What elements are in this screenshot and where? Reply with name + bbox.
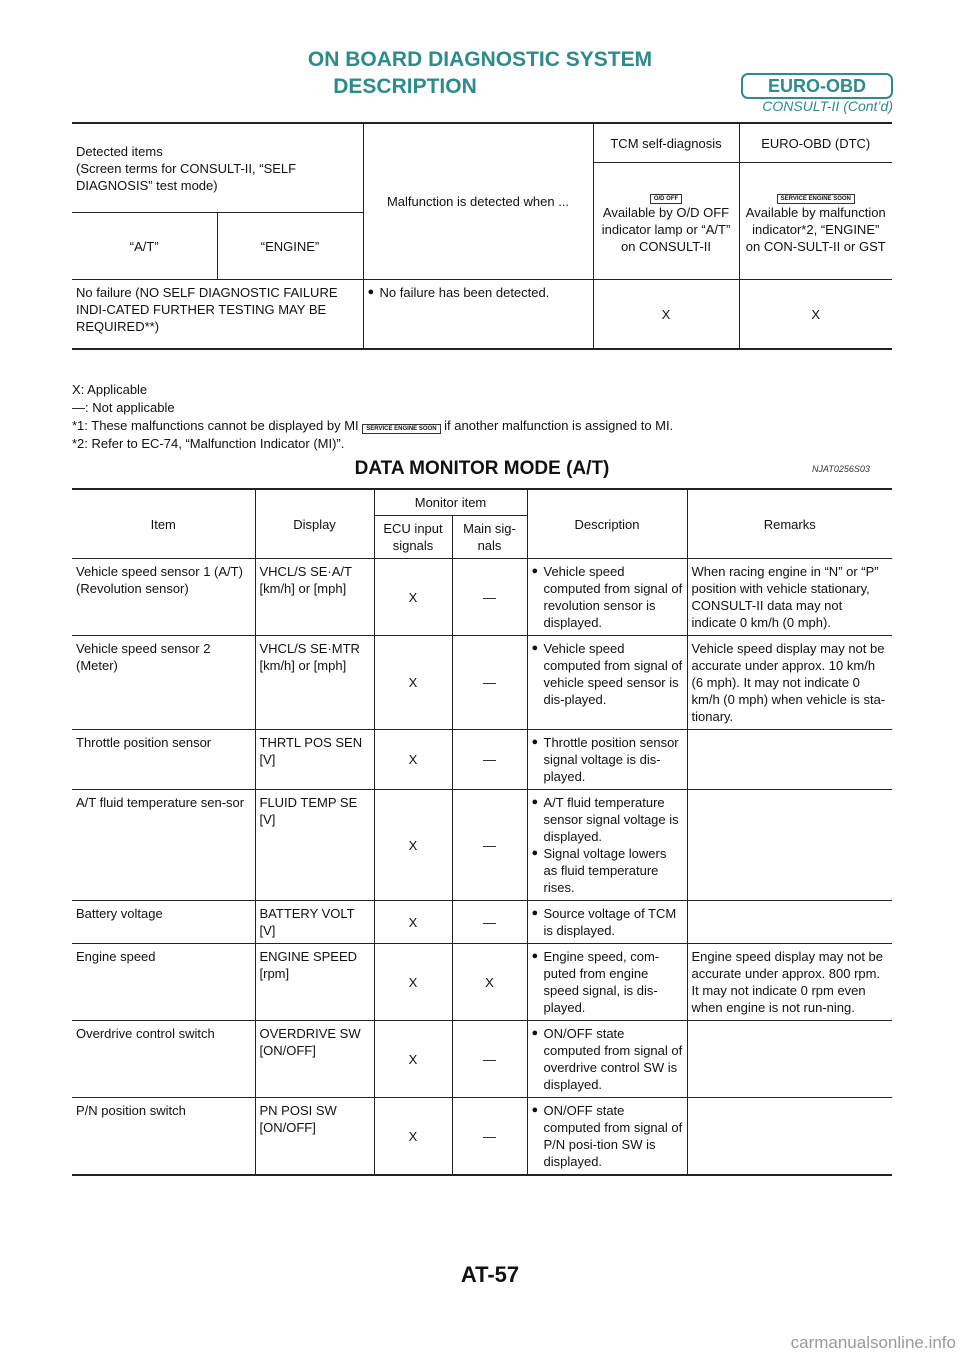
description-text: Source voltage of TCM is displayed. <box>543 906 677 938</box>
tcm-availability-text: Available by O/D OFF indicator lamp or “A/T” on CONSULT-II <box>601 205 731 254</box>
row-remarks <box>687 1021 892 1098</box>
row-remarks <box>687 730 892 790</box>
header-remarks: Remarks <box>687 489 892 559</box>
row-item: Vehicle speed sensor 2 (Meter) <box>76 641 211 673</box>
service-engine-soon-icon: SERVICE ENGINE SOON <box>362 424 440 434</box>
row-display: VHCL/S SE·MTR [km/h] or [mph] <box>255 636 374 730</box>
table-row <box>72 636 892 730</box>
description-bullet <box>532 794 683 845</box>
bullet-icon: ● <box>531 1027 539 1039</box>
header-title-line1: ON BOARD DIAGNOSTIC SYSTEM <box>307 48 653 71</box>
row-description <box>527 944 687 1021</box>
row-display: FLUID TEMP SE [V] <box>255 790 374 901</box>
description-text: Vehicle speed computed from signal of revolution sensor is displayed. <box>543 564 683 630</box>
description-bullet <box>532 1025 683 1093</box>
bullet-icon: ● <box>531 736 539 748</box>
bullet-icon: ● <box>367 286 375 298</box>
row-description <box>527 901 687 944</box>
od-off-indicator-icon: O/D OFF <box>650 194 682 204</box>
no-failure-condition-text: No failure has been detected. <box>379 285 550 300</box>
row-main-signal: — <box>452 1021 527 1098</box>
section-code: NJAT0256S03 <box>812 464 870 474</box>
tcm-self-diagnosis-header: TCM self-diagnosis <box>593 123 739 163</box>
no-failure-tcm: X <box>593 280 739 350</box>
no-failure-euro: X <box>739 280 892 350</box>
note-applicable: X: Applicable <box>72 382 148 397</box>
row-ecu-input: X <box>374 730 452 790</box>
detected-items-label: Detected items <box>76 143 163 159</box>
row-remarks: Engine speed display may not be accurate under approx. 800 rpm. It may not indicate 0 rpm even when engine is not run-ning. <box>687 944 892 1021</box>
bullet-icon: ● <box>531 950 539 962</box>
description-text: Engine speed, com-puted from engine speed signal, is dis-played. <box>543 949 660 1015</box>
row-description <box>527 636 687 730</box>
row-display: BATTERY VOLT [V] <box>255 901 374 944</box>
header-title-line2: DESCRIPTION <box>333 75 477 98</box>
row-main-signal: — <box>452 901 527 944</box>
row-ecu-input: X <box>374 1021 452 1098</box>
row-remarks <box>687 1098 892 1176</box>
header-display: Display <box>255 489 374 559</box>
euro-obd-badge: EURO-OBD <box>741 73 893 99</box>
description-text: ON/OFF state computed from signal of P/N posi-tion SW is displayed. <box>543 1103 683 1169</box>
detected-items-header <box>72 123 363 213</box>
row-remarks <box>687 790 892 901</box>
bullet-icon: ● <box>531 907 539 919</box>
table-row <box>72 730 892 790</box>
table-row <box>72 901 892 944</box>
table-row <box>72 559 892 636</box>
row-ecu-input: X <box>374 790 452 901</box>
data-monitor-rows <box>72 559 892 1176</box>
watermark: carmanualsonline.info <box>790 1333 956 1352</box>
row-ecu-input: X <box>374 1098 452 1176</box>
row-display: PN POSI SW [ON/OFF] <box>255 1098 374 1176</box>
row-item: Vehicle speed sensor 1 (A/T) (Revolution sensor) <box>76 564 243 596</box>
row-display: ENGINE SPEED [rpm] <box>255 944 374 1021</box>
description-bullet <box>532 734 683 785</box>
row-remarks <box>687 901 892 944</box>
description-text: ON/OFF state computed from signal of overdrive control SW is displayed. <box>543 1026 683 1092</box>
bullet-icon: ● <box>531 1104 539 1116</box>
no-failure-item: No failure (NO SELF DIAGNOSTIC FAILURE INDI-CATED FURTHER TESTING MAY BE REQUIRED**) <box>76 285 338 334</box>
table-row <box>72 944 892 1021</box>
description-text: A/T fluid temperature sensor signal voltage is displayed. <box>543 795 679 844</box>
description-bullet <box>532 948 683 1016</box>
description-text: Signal voltage lowers as fluid temperature rises. <box>543 846 667 895</box>
at-label: “A/T” <box>72 213 217 280</box>
data-monitor-table <box>72 488 892 1176</box>
row-display: OVERDRIVE SW [ON/OFF] <box>255 1021 374 1098</box>
description-text: Vehicle speed computed from signal of vehicle speed sensor is dis-played. <box>543 641 683 707</box>
euro-availability <box>739 163 892 280</box>
row-remarks: When racing engine in “N” or “P” position with vehicle stationary, CONSULT-II data may not indicate 0 km/h (0 mph). <box>687 559 892 636</box>
row-ecu-input: X <box>374 559 452 636</box>
description-bullet <box>532 845 683 896</box>
header-main-signals: Main sig-nals <box>452 516 527 559</box>
description-bullet <box>532 640 683 708</box>
header-monitor-item: Monitor item <box>374 489 527 516</box>
description-text: Throttle position sensor signal voltage is dis-played. <box>543 735 679 784</box>
row-ecu-input: X <box>374 901 452 944</box>
row-item: Overdrive control switch <box>76 1026 215 1041</box>
bullet-icon: ● <box>531 565 539 577</box>
note-mi-text-b: if another malfunction is assigned to MI. <box>444 418 674 433</box>
engine-label: “ENGINE” <box>217 213 363 280</box>
header-item: Item <box>150 516 176 532</box>
description-bullet <box>532 905 683 939</box>
row-display: THRTL POS SEN [V] <box>255 730 374 790</box>
row-ecu-input: X <box>374 944 452 1021</box>
row-item: Battery voltage <box>76 906 163 921</box>
row-main-signal: — <box>452 559 527 636</box>
row-main-signal: — <box>452 730 527 790</box>
row-description <box>527 790 687 901</box>
self-diagnosis-table <box>72 122 892 350</box>
bullet-icon: ● <box>531 847 539 859</box>
note-mi-text-a: *1: These malfunctions cannot be displayed by MI <box>72 418 359 433</box>
table-row <box>72 1098 892 1176</box>
row-description <box>527 730 687 790</box>
row-item: Throttle position sensor <box>76 735 212 750</box>
service-engine-soon-icon: SERVICE ENGINE SOON <box>777 194 855 204</box>
tcm-availability <box>593 163 739 280</box>
note-refer: *2: Refer to EC-74, “Malfunction Indicator (MI)”. <box>72 436 345 451</box>
row-display: VHCL/S SE·A/T [km/h] or [mph] <box>255 559 374 636</box>
header-description: Description <box>527 489 687 559</box>
row-main-signal: — <box>452 790 527 901</box>
header-ecu-input: ECU input signals <box>374 516 452 559</box>
description-bullet <box>532 1102 683 1170</box>
screen-terms-label: (Screen terms for CONSULT-II, “SELF DIAGNOSIS” test mode) <box>76 160 297 193</box>
malfunction-header: Malfunction is detected when ... <box>363 123 593 280</box>
no-failure-condition <box>363 280 593 350</box>
row-ecu-input: X <box>374 636 452 730</box>
row-item: P/N position switch <box>76 1103 186 1118</box>
euro-obd-header: EURO-OBD (DTC) <box>739 123 892 163</box>
note-mi-malfunctions <box>72 417 673 435</box>
row-description <box>527 1098 687 1176</box>
row-item: Engine speed <box>76 949 156 964</box>
section-title: DATA MONITOR MODE (A/T) <box>354 458 610 479</box>
description-bullet <box>532 563 683 631</box>
page-number: AT-57 <box>460 1262 520 1287</box>
row-description <box>527 559 687 636</box>
note-not-applicable: —: Not applicable <box>72 400 175 415</box>
row-item: A/T fluid temperature sen-sor <box>76 795 245 810</box>
table-row <box>72 1021 892 1098</box>
euro-availability-text: Available by malfunction indicator*2, “ENGINE” on CON-SULT-II or GST <box>745 205 886 254</box>
bullet-icon: ● <box>531 642 539 654</box>
row-main-signal: — <box>452 1098 527 1176</box>
row-main-signal: X <box>452 944 527 1021</box>
row-description <box>527 1021 687 1098</box>
header-subtitle: CONSULT-II (Cont’d) <box>762 98 893 114</box>
table-row <box>72 790 892 901</box>
bullet-icon: ● <box>531 796 539 808</box>
row-main-signal: — <box>452 636 527 730</box>
row-remarks: Vehicle speed display may not be accurate under approx. 10 km/h (6 mph). It may not indicate 0 km/h (0 mph) when vehicle is sta-tionary. <box>687 636 892 730</box>
